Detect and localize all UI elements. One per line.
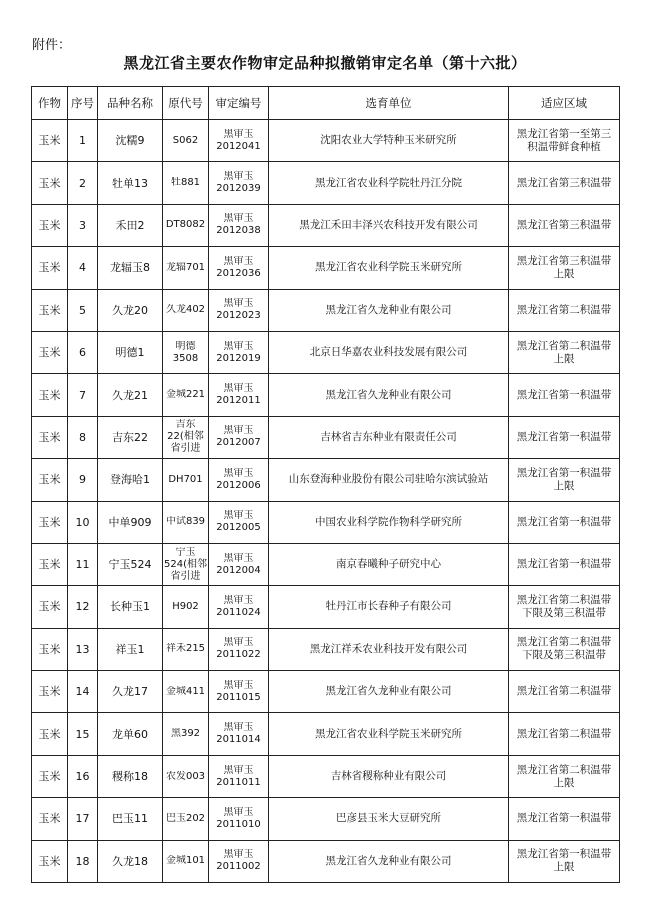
breeding-unit-cell xyxy=(269,713,509,755)
table-row xyxy=(32,204,620,246)
crop-cell xyxy=(32,416,68,458)
variety-name-cell-text: 久龙20 xyxy=(112,303,148,317)
variety-name-cell xyxy=(98,162,163,204)
original-code-cell xyxy=(163,713,209,755)
table-row xyxy=(32,713,620,755)
approval-number-cell xyxy=(209,755,269,797)
breeding-unit-cell-text: 吉林省吉东种业有限责任公司 xyxy=(320,430,457,443)
variety-name-cell-text: 沈糯9 xyxy=(115,134,145,148)
variety-name-cell xyxy=(98,586,163,628)
breeding-unit-cell xyxy=(269,289,509,331)
adaptation-region-cell-text: 黑龙江省第一积温带 xyxy=(516,388,612,401)
original-code-cell xyxy=(163,798,209,840)
original-code-cell-text: 久龙402 xyxy=(165,304,206,316)
table-row xyxy=(32,501,620,543)
index-cell xyxy=(68,755,98,797)
document-title: 黑龙江省主要农作物审定品种拟撤销审定名单（第十六批） xyxy=(123,54,527,72)
breeding-unit-cell xyxy=(269,459,509,501)
crop-cell xyxy=(32,331,68,373)
index-cell-text: 4 xyxy=(79,261,86,275)
table-row xyxy=(32,543,620,585)
adaptation-region-cell xyxy=(509,628,620,670)
crop-cell-text: 玉米 xyxy=(38,515,61,529)
adaptation-region-cell xyxy=(509,798,620,840)
breeding-unit-cell xyxy=(269,798,509,840)
original-code-cell-text: 巴玉202 xyxy=(165,812,206,824)
original-code-cell xyxy=(163,120,209,162)
approval-number-cell xyxy=(209,459,269,501)
breeding-unit-cell xyxy=(269,120,509,162)
original-code-cell xyxy=(163,204,209,246)
original-code-cell-text: 金城101 xyxy=(165,855,206,867)
adaptation-region-cell-text: 黑龙江省第三积温带 xyxy=(516,218,612,231)
table-row xyxy=(32,120,620,162)
crop-cell xyxy=(32,501,68,543)
original-code-cell-text: S062 xyxy=(172,134,199,146)
adaptation-region-cell-text: 黑龙江省第二积温带上限 xyxy=(516,339,612,365)
approval-number-cell xyxy=(209,416,269,458)
approval-number-cell-text: 黑审玉 2011022 xyxy=(216,637,261,661)
adaptation-region-cell-text: 黑龙江省第一积温带上限 xyxy=(516,466,612,492)
index-cell xyxy=(68,840,98,882)
index-cell-text: 15 xyxy=(75,727,90,741)
original-code-cell-text: 龙辐701 xyxy=(165,261,206,273)
crop-cell xyxy=(32,204,68,246)
crop-cell-text: 玉米 xyxy=(38,218,61,232)
original-code-cell-text: 牡881 xyxy=(170,177,201,189)
adaptation-region-cell-text: 黑龙江省第一积温带 xyxy=(516,515,612,528)
original-code-cell-text: 金城221 xyxy=(165,389,206,401)
approval-number-cell xyxy=(209,671,269,713)
variety-name-cell xyxy=(98,459,163,501)
table-row xyxy=(32,162,620,204)
variety-name-cell-text: 稷称18 xyxy=(112,770,148,784)
crop-cell-text: 玉米 xyxy=(38,854,61,868)
adaptation-region-cell xyxy=(509,459,620,501)
breeding-unit-cell-text: 北京日华嘉农业科技发展有限公司 xyxy=(309,346,468,359)
approval-number-cell xyxy=(209,713,269,755)
crop-cell-text: 玉米 xyxy=(38,430,61,444)
index-cell xyxy=(68,798,98,840)
approval-number-cell xyxy=(209,289,269,331)
approval-number-cell-text: 黑审玉 2011014 xyxy=(216,722,261,746)
index-cell xyxy=(68,289,98,331)
breeding-unit-cell-text: 山东登海种业股份有限公司驻哈尔滨试验站 xyxy=(288,473,489,486)
breeding-unit-cell-text: 沈阳农业大学特种玉米研究所 xyxy=(320,134,457,147)
approval-number-cell-text: 黑审玉 2011002 xyxy=(216,849,261,873)
breeding-unit-cell-text: 黑龙江省久龙种业有限公司 xyxy=(325,388,452,401)
breeding-unit-cell-text: 黑龙江禾田丰泽兴农科技开发有限公司 xyxy=(299,218,478,231)
crop-cell xyxy=(32,374,68,416)
index-cell xyxy=(68,247,98,289)
index-cell xyxy=(68,162,98,204)
variety-name-cell-text: 明德1 xyxy=(115,346,145,360)
header-adaptation-region: 适应区域 xyxy=(509,87,620,120)
index-cell xyxy=(68,374,98,416)
adaptation-region-cell xyxy=(509,120,620,162)
adaptation-region-cell xyxy=(509,331,620,373)
crop-cell xyxy=(32,162,68,204)
breeding-unit-cell-text: 牡丹江市长春种子有限公司 xyxy=(325,600,452,613)
index-cell-text: 2 xyxy=(79,176,86,190)
index-cell xyxy=(68,628,98,670)
variety-name-cell xyxy=(98,416,163,458)
crop-cell-text: 玉米 xyxy=(38,600,61,614)
index-cell-text: 10 xyxy=(75,515,90,529)
adaptation-region-cell-text: 黑龙江省第二积温带 xyxy=(516,685,612,698)
original-code-cell-text: DT8082 xyxy=(165,219,206,231)
original-code-cell xyxy=(163,755,209,797)
original-code-cell xyxy=(163,543,209,585)
index-cell-text: 9 xyxy=(79,473,86,487)
index-cell-text: 11 xyxy=(75,558,90,572)
header-original-code: 原代号 xyxy=(163,87,209,120)
header-breeding-unit: 选育单位 xyxy=(269,87,509,120)
breeding-unit-cell-text: 黑龙江省久龙种业有限公司 xyxy=(325,685,452,698)
header-approval-number: 审定编号 xyxy=(209,87,269,120)
variety-name-cell xyxy=(98,543,163,585)
adaptation-region-cell-text: 黑龙江省第一至第三积温带鲜食种植 xyxy=(516,127,612,153)
crop-cell xyxy=(32,798,68,840)
breeding-unit-cell xyxy=(269,586,509,628)
crop-cell xyxy=(32,713,68,755)
adaptation-region-cell-text: 黑龙江省第二积温带 xyxy=(516,303,612,316)
approval-number-cell-text: 黑审玉 2012006 xyxy=(216,467,261,491)
original-code-cell-text: 黑392 xyxy=(170,728,201,740)
variety-name-cell-text: 龙单60 xyxy=(112,727,148,741)
breeding-unit-cell xyxy=(269,628,509,670)
breeding-unit-cell xyxy=(269,331,509,373)
original-code-cell xyxy=(163,501,209,543)
original-code-cell-text: H902 xyxy=(172,600,199,612)
variety-name-cell-text: 巴玉11 xyxy=(112,812,148,826)
index-cell xyxy=(68,671,98,713)
variety-name-cell-text: 宁玉524 xyxy=(108,558,152,572)
crop-cell-text: 玉米 xyxy=(38,134,61,148)
crop-cell xyxy=(32,543,68,585)
variety-name-cell xyxy=(98,374,163,416)
breeding-unit-cell-text: 黑龙江省久龙种业有限公司 xyxy=(325,303,452,316)
crop-cell xyxy=(32,840,68,882)
table-row xyxy=(32,628,620,670)
table-row xyxy=(32,331,620,373)
approval-number-cell xyxy=(209,586,269,628)
approval-number-cell-text: 黑审玉 2012011 xyxy=(216,383,261,407)
breeding-unit-cell xyxy=(269,501,509,543)
index-cell-text: 16 xyxy=(75,770,90,784)
approval-number-cell-text: 黑审玉 2012039 xyxy=(216,171,261,195)
breeding-unit-cell xyxy=(269,374,509,416)
original-code-cell-text: 中试839 xyxy=(165,516,206,528)
breeding-unit-cell-text: 中国农业科学院作物科学研究所 xyxy=(315,515,462,528)
breeding-unit-cell-text: 黑龙江省农业科学院玉米研究所 xyxy=(315,261,462,274)
index-cell xyxy=(68,204,98,246)
index-cell-text: 18 xyxy=(75,854,90,868)
approval-number-cell xyxy=(209,331,269,373)
crop-cell xyxy=(32,247,68,289)
crop-cell-text: 玉米 xyxy=(38,770,61,784)
variety-name-cell-text: 久龙21 xyxy=(112,388,148,402)
table-row xyxy=(32,671,620,713)
original-code-cell xyxy=(163,331,209,373)
breeding-unit-cell xyxy=(269,840,509,882)
adaptation-region-cell-text: 黑龙江省第一积温带 xyxy=(516,430,612,443)
index-cell-text: 13 xyxy=(75,642,90,656)
original-code-cell-text: DH701 xyxy=(168,473,203,485)
crop-cell-text: 玉米 xyxy=(38,346,61,360)
index-cell xyxy=(68,543,98,585)
original-code-cell-text: 宁玉 524(相邻 省引进 xyxy=(164,546,207,582)
header-variety-name: 品种名称 xyxy=(98,87,163,120)
index-cell-text: 17 xyxy=(75,812,90,826)
adaptation-region-cell-text: 黑龙江省第三积温带 xyxy=(516,176,612,189)
variety-name-cell-text: 久龙18 xyxy=(112,854,148,868)
approval-number-cell-text: 黑审玉 2012038 xyxy=(216,213,261,237)
adaptation-region-cell xyxy=(509,374,620,416)
crop-cell-text: 玉米 xyxy=(38,261,61,275)
variety-name-cell-text: 龙辐玉8 xyxy=(110,261,150,275)
crop-cell-text: 玉米 xyxy=(38,642,61,656)
adaptation-region-cell-text: 黑龙江省第二积温带下限及第三积温带 xyxy=(516,593,612,619)
crop-cell xyxy=(32,289,68,331)
crop-cell-text: 玉米 xyxy=(38,812,61,826)
variety-name-cell xyxy=(98,798,163,840)
variety-name-cell xyxy=(98,755,163,797)
approval-number-cell xyxy=(209,374,269,416)
breeding-unit-cell xyxy=(269,204,509,246)
adaptation-region-cell-text: 黑龙江省第一积温带 xyxy=(516,812,612,825)
adaptation-region-cell-text: 黑龙江省第二积温带上限 xyxy=(516,763,612,789)
approval-number-cell xyxy=(209,162,269,204)
adaptation-region-cell-text: 黑龙江省第三积温带上限 xyxy=(516,254,612,280)
breeding-unit-cell xyxy=(269,755,509,797)
variety-name-cell xyxy=(98,840,163,882)
index-cell xyxy=(68,713,98,755)
original-code-cell xyxy=(163,840,209,882)
approval-number-cell-text: 黑审玉 2012023 xyxy=(216,298,261,322)
approval-number-cell-text: 黑审玉 2012041 xyxy=(216,128,261,152)
breeding-unit-cell xyxy=(269,671,509,713)
original-code-cell xyxy=(163,162,209,204)
table-row xyxy=(32,416,620,458)
index-cell-text: 7 xyxy=(79,388,86,402)
crop-cell xyxy=(32,671,68,713)
variety-name-cell xyxy=(98,204,163,246)
original-code-cell-text: 祥禾215 xyxy=(165,643,206,655)
crop-cell xyxy=(32,755,68,797)
table-header-row xyxy=(32,87,620,120)
table-row xyxy=(32,840,620,882)
adaptation-region-cell-text: 黑龙江省第一积温带 xyxy=(516,558,612,571)
original-code-cell xyxy=(163,289,209,331)
crop-cell xyxy=(32,586,68,628)
index-cell-text: 1 xyxy=(79,134,86,148)
variety-name-cell xyxy=(98,628,163,670)
breeding-unit-cell-text: 南京春曦种子研究中心 xyxy=(336,558,441,571)
adaptation-region-cell xyxy=(509,543,620,585)
adaptation-region-cell xyxy=(509,671,620,713)
table-row xyxy=(32,586,620,628)
variety-name-cell xyxy=(98,671,163,713)
adaptation-region-cell xyxy=(509,586,620,628)
original-code-cell xyxy=(163,374,209,416)
approval-number-cell-text: 黑审玉 2011011 xyxy=(216,764,261,788)
approval-number-cell-text: 黑审玉 2012019 xyxy=(216,340,261,364)
crop-cell xyxy=(32,628,68,670)
crop-cell xyxy=(32,459,68,501)
crop-cell-text: 玉米 xyxy=(38,303,61,317)
approval-number-cell-text: 黑审玉 2011024 xyxy=(216,594,261,618)
variety-name-cell xyxy=(98,247,163,289)
variety-name-cell-text: 久龙17 xyxy=(112,685,148,699)
breeding-unit-cell-text: 黑龙江祥禾农业科技开发有限公司 xyxy=(309,642,468,655)
breeding-unit-cell xyxy=(269,543,509,585)
breeding-unit-cell-text: 巴彦县玉米大豆研究所 xyxy=(336,812,441,825)
header-crop: 作物 xyxy=(32,87,68,120)
original-code-cell-text: 金城411 xyxy=(165,685,206,697)
variety-name-cell-text: 长种玉1 xyxy=(110,600,150,614)
breeding-unit-cell-text: 黑龙江省农业科学院玉米研究所 xyxy=(315,727,462,740)
approval-number-cell-text: 黑审玉 2012004 xyxy=(216,552,261,576)
variety-name-cell xyxy=(98,331,163,373)
table-row xyxy=(32,755,620,797)
approval-number-cell-text: 黑审玉 2012005 xyxy=(216,510,261,534)
original-code-cell-text: 吉东 22(相邻 省引进 xyxy=(167,419,204,455)
table-row xyxy=(32,247,620,289)
crop-cell-text: 玉米 xyxy=(38,558,61,572)
index-cell xyxy=(68,586,98,628)
original-code-cell xyxy=(163,586,209,628)
original-code-cell-text: 明德 3508 xyxy=(172,340,199,364)
adaptation-region-cell xyxy=(509,755,620,797)
variety-name-cell xyxy=(98,501,163,543)
breeding-unit-cell xyxy=(269,162,509,204)
variety-name-cell-text: 祥玉1 xyxy=(115,642,145,656)
original-code-cell-text: 农发003 xyxy=(165,770,206,782)
variety-name-cell-text: 牡单13 xyxy=(112,176,148,190)
index-cell xyxy=(68,120,98,162)
approval-number-cell xyxy=(209,247,269,289)
approval-number-cell xyxy=(209,501,269,543)
index-cell xyxy=(68,501,98,543)
adaptation-region-cell xyxy=(509,247,620,289)
crop-cell xyxy=(32,120,68,162)
variety-name-cell xyxy=(98,289,163,331)
adaptation-region-cell xyxy=(509,416,620,458)
approval-number-cell xyxy=(209,204,269,246)
table-row xyxy=(32,798,620,840)
adaptation-region-cell xyxy=(509,162,620,204)
index-cell-text: 12 xyxy=(75,600,90,614)
variety-name-cell-text: 吉东22 xyxy=(112,430,148,444)
breeding-unit-cell-text: 黑龙江省久龙种业有限公司 xyxy=(325,854,452,867)
breeding-unit-cell xyxy=(269,247,509,289)
index-cell-text: 5 xyxy=(79,303,86,317)
header-index: 序号 xyxy=(68,87,98,120)
revocation-table xyxy=(31,86,620,883)
crop-cell-text: 玉米 xyxy=(38,176,61,190)
original-code-cell xyxy=(163,628,209,670)
approval-number-cell-text: 黑审玉 2011015 xyxy=(216,679,261,703)
breeding-unit-cell xyxy=(269,416,509,458)
adaptation-region-cell xyxy=(509,289,620,331)
approval-number-cell-text: 黑审玉 2012007 xyxy=(216,425,261,449)
variety-name-cell-text: 登海哈1 xyxy=(110,473,150,487)
adaptation-region-cell-text: 黑龙江省第一积温带上限 xyxy=(516,848,612,874)
table-row xyxy=(32,289,620,331)
adaptation-region-cell xyxy=(509,713,620,755)
variety-name-cell xyxy=(98,120,163,162)
crop-cell-text: 玉米 xyxy=(38,685,61,699)
variety-name-cell xyxy=(98,713,163,755)
index-cell xyxy=(68,331,98,373)
variety-name-cell-text: 中单909 xyxy=(108,515,152,529)
crop-cell-text: 玉米 xyxy=(38,727,61,741)
approval-number-cell xyxy=(209,798,269,840)
crop-cell-text: 玉米 xyxy=(38,388,61,402)
approval-number-cell-text: 黑审玉 2011010 xyxy=(216,806,261,830)
approval-number-cell xyxy=(209,543,269,585)
adaptation-region-cell xyxy=(509,204,620,246)
adaptation-region-cell-text: 黑龙江省第二积温带 xyxy=(516,727,612,740)
index-cell xyxy=(68,416,98,458)
adaptation-region-cell xyxy=(509,840,620,882)
approval-number-cell-text: 黑审玉 2012036 xyxy=(216,255,261,279)
table-row xyxy=(32,374,620,416)
attachment-label: 附件： xyxy=(32,38,72,53)
adaptation-region-cell xyxy=(509,501,620,543)
table-row xyxy=(32,459,620,501)
original-code-cell xyxy=(163,247,209,289)
adaptation-region-cell-text: 黑龙江省第二积温带下限及第三积温带 xyxy=(516,636,612,662)
breeding-unit-cell-text: 吉林省稷称种业有限公司 xyxy=(330,770,447,783)
original-code-cell xyxy=(163,671,209,713)
index-cell-text: 8 xyxy=(79,430,86,444)
index-cell-text: 3 xyxy=(79,218,86,232)
approval-number-cell xyxy=(209,628,269,670)
breeding-unit-cell-text: 黑龙江省农业科学院牡丹江分院 xyxy=(315,176,462,189)
index-cell-text: 6 xyxy=(79,346,86,360)
original-code-cell xyxy=(163,459,209,501)
variety-name-cell-text: 禾田2 xyxy=(115,218,145,232)
approval-number-cell xyxy=(209,120,269,162)
original-code-cell xyxy=(163,416,209,458)
crop-cell-text: 玉米 xyxy=(38,473,61,487)
approval-number-cell xyxy=(209,840,269,882)
index-cell xyxy=(68,459,98,501)
index-cell-text: 14 xyxy=(75,685,90,699)
